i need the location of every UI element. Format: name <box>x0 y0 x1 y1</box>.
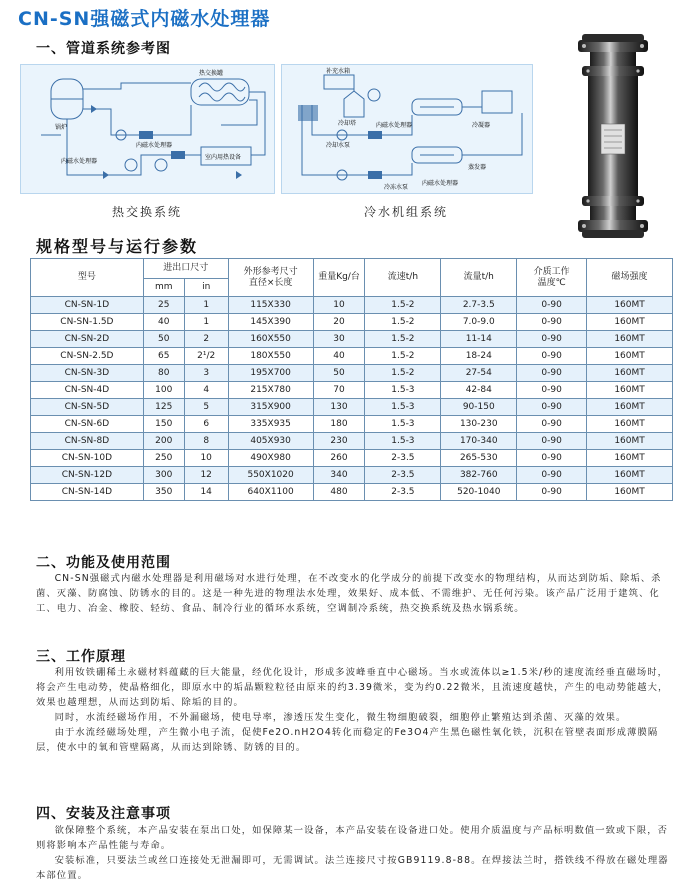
cell-temp: 0-90 <box>517 484 587 501</box>
cell-temp: 0-90 <box>517 433 587 450</box>
cell-mm: 40 <box>143 314 184 331</box>
cell-size: 180X550 <box>228 348 313 365</box>
cell-mm: 150 <box>143 416 184 433</box>
cell-model: CN-SN-14D <box>31 484 144 501</box>
cell-in: 14 <box>184 484 228 501</box>
cell-weight: 180 <box>313 416 365 433</box>
cell-flow: 42-84 <box>441 382 517 399</box>
cell-mm: 25 <box>143 297 184 314</box>
cell-in: 2¹/2 <box>184 348 228 365</box>
cell-weight: 230 <box>313 433 365 450</box>
cell-flow: 265-530 <box>441 450 517 467</box>
cell-weight: 20 <box>313 314 365 331</box>
header-field: 磁场强度 <box>587 259 673 297</box>
cell-temp: 0-90 <box>517 348 587 365</box>
install-paragraph-2: 安装标准，只要法兰或丝口连接处无泄漏即可，无需调试。法兰连接尺寸按GB9119.8-88。在焊接法兰时，搭铁线不得放在磁处理器本部位置。 <box>36 855 669 881</box>
cell-model: CN-SN-4D <box>31 382 144 399</box>
cell-in: 1 <box>184 297 228 314</box>
cell-field: 160MT <box>587 297 673 314</box>
label-condenser: 冷凝器 <box>472 122 491 129</box>
cell-model: CN-SN-10D <box>31 450 144 467</box>
label-indoor-equipment: 室内用热设备 <box>205 154 242 161</box>
cell-mm: 300 <box>143 467 184 484</box>
cell-flow: 7.0-9.0 <box>441 314 517 331</box>
cell-size: 195X700 <box>228 365 313 382</box>
header-temp: 介质工作 温度℃ <box>517 259 587 297</box>
cell-temp: 0-90 <box>517 365 587 382</box>
heat-exchange-schematic <box>21 65 274 193</box>
cell-model: CN-SN-6D <box>31 416 144 433</box>
label-heat-exchanger: 热交换罐 <box>199 70 224 77</box>
label-processor-2: 内磁水处理器 <box>61 158 98 165</box>
cell-in: 1 <box>184 314 228 331</box>
table-row <box>31 399 673 416</box>
cell-speed: 2-3.5 <box>365 467 441 484</box>
cell-weight: 340 <box>313 467 365 484</box>
cell-field: 160MT <box>587 416 673 433</box>
cell-size: 405X930 <box>228 433 313 450</box>
cell-in: 6 <box>184 416 228 433</box>
cell-flow: 170-340 <box>441 433 517 450</box>
cell-flow: 18-24 <box>441 348 517 365</box>
table-row <box>31 467 673 484</box>
label-cooling-tower: 冷却塔 <box>338 120 357 127</box>
cell-in: 4 <box>184 382 228 399</box>
cell-field: 160MT <box>587 450 673 467</box>
cell-in: 10 <box>184 450 228 467</box>
cell-field: 160MT <box>587 433 673 450</box>
heat-exchange-diagram <box>20 64 275 194</box>
spec-table-body <box>31 297 673 501</box>
chiller-diagram <box>281 64 533 194</box>
cell-model: CN-SN-8D <box>31 433 144 450</box>
cell-size: 160X550 <box>228 331 313 348</box>
cell-model: CN-SN-12D <box>31 467 144 484</box>
cell-model: CN-SN-1.5D <box>31 314 144 331</box>
cell-mm: 50 <box>143 331 184 348</box>
cell-mm: 80 <box>143 365 184 382</box>
table-row <box>31 331 673 348</box>
cell-temp: 0-90 <box>517 467 587 484</box>
cell-size: 215X780 <box>228 382 313 399</box>
table-row <box>31 416 673 433</box>
cell-size: 315X900 <box>228 399 313 416</box>
cell-flow: 130-230 <box>441 416 517 433</box>
label-cooling-pump: 冷却水泵 <box>326 142 351 149</box>
cell-field: 160MT <box>587 484 673 501</box>
header-flow: 流量t/h <box>441 259 517 297</box>
table-row <box>31 433 673 450</box>
page-title: CN-SN强磁式内磁水处理器 <box>18 8 271 30</box>
principle-paragraph-3: 由于水流经磁场处理，产生微小电子流，促使Fe2O.nH2O4转化而稳定的Fe3O4产生黑色磁性氧化铁，沉积在管壁表面形成薄膜隔层，使水中的氧和管壁隔离，从而达到除锈、防锈的目的。 <box>36 727 659 753</box>
label-processor-1: 内磁水处理器 <box>136 142 173 149</box>
cell-field: 160MT <box>587 382 673 399</box>
cell-speed: 1.5-2 <box>365 348 441 365</box>
cell-in: 2 <box>184 331 228 348</box>
magnetic-water-processor-icon <box>568 32 658 244</box>
table-row <box>31 348 673 365</box>
label-evaporator: 蒸发器 <box>468 164 487 171</box>
cell-mm: 350 <box>143 484 184 501</box>
cell-field: 160MT <box>587 365 673 382</box>
product-photo <box>568 32 658 244</box>
table-row <box>31 314 673 331</box>
function-paragraph: CN-SN强磁式内磁水处理器是利用磁场对水进行处理，在不改变水的化学成分的前提下改变水的物理结构，从而达到防垢、除垢、杀菌、灭藻、防腐蚀、防锈水的目的。这是一种先进的物理法水处理，效果好、成本低、不需维护、无任何污染。该产品广泛用于建筑、化工、电力、冶金、橡胶、轻纺、食品、制冷行业的循环水系统，空调制冷系统，热交换系统及热水锅系统。 <box>36 573 662 614</box>
cell-flow: 2.7-3.5 <box>441 297 517 314</box>
cell-flow: 27-54 <box>441 365 517 382</box>
label-chilled-pump: 冷冻水泵 <box>384 184 409 191</box>
cell-size: 145X390 <box>228 314 313 331</box>
cell-in: 8 <box>184 433 228 450</box>
cell-size: 115X330 <box>228 297 313 314</box>
cell-mm: 125 <box>143 399 184 416</box>
cell-speed: 2-3.5 <box>365 450 441 467</box>
cell-in: 3 <box>184 365 228 382</box>
cell-size: 550X1020 <box>228 467 313 484</box>
cell-weight: 50 <box>313 365 365 382</box>
cell-field: 160MT <box>587 467 673 484</box>
cell-flow: 11-14 <box>441 331 517 348</box>
table-row <box>31 365 673 382</box>
cell-temp: 0-90 <box>517 382 587 399</box>
cell-speed: 1.5-2 <box>365 331 441 348</box>
cell-mm: 200 <box>143 433 184 450</box>
cell-size: 335X935 <box>228 416 313 433</box>
cell-model: CN-SN-5D <box>31 399 144 416</box>
header-port: 进出口尺寸 <box>143 259 228 279</box>
cell-speed: 1.5-2 <box>365 365 441 382</box>
label-supply-tank: 补充水箱 <box>326 68 351 75</box>
function-text <box>36 571 676 616</box>
label-processor-3: 内磁水处理器 <box>376 122 413 129</box>
install-text <box>36 823 676 883</box>
chiller-schematic <box>282 65 532 193</box>
label-boiler: 锅炉 <box>55 124 68 131</box>
cell-mm: 65 <box>143 348 184 365</box>
header-model: 型号 <box>31 259 144 297</box>
supply-tank-shape <box>324 75 354 89</box>
principle-text <box>36 665 676 755</box>
cell-temp: 0-90 <box>517 416 587 433</box>
table-row <box>31 297 673 314</box>
cell-weight: 10 <box>313 297 365 314</box>
cell-field: 160MT <box>587 348 673 365</box>
header-weight: 重量Kg/台 <box>313 259 365 297</box>
table-row <box>31 382 673 399</box>
cell-in: 12 <box>184 467 228 484</box>
cell-temp: 0-90 <box>517 399 587 416</box>
cell-model: CN-SN-2D <box>31 331 144 348</box>
cell-weight: 40 <box>313 348 365 365</box>
cell-field: 160MT <box>587 331 673 348</box>
cell-weight: 130 <box>313 399 365 416</box>
principle-paragraph-1: 利用钕铁硼稀土永磁材料蕴藏的巨大能量，经优化设计，形成多波峰垂直中心磁场。当水或流体以≥1.5米/秒的速度流经垂直磁场时，将会产生电动势，使晶格细化，即原水中的垢晶颗粒粒径由原来的约3.39微米，变为约0.22微米，且流速度越快，产生的电动势能越大，效果也越理想，从而达到防垢、除垢的目的。 <box>36 667 669 708</box>
cell-flow: 520-1040 <box>441 484 517 501</box>
cell-speed: 1.5-3 <box>365 382 441 399</box>
cell-model: CN-SN-2.5D <box>31 348 144 365</box>
spec-table <box>30 258 673 501</box>
cell-weight: 70 <box>313 382 365 399</box>
header-size: 外形参考尺寸 直径×长度 <box>228 259 313 297</box>
install-paragraph-1: 欲保障整个系统，本产品安装在泵出口处，如保障某一设备，本产品安装在设备进口处。使用介质温度与产品标明数值一致或下限，否则将影响本产品性能与寿命。 <box>36 825 669 851</box>
header-in: in <box>184 279 228 297</box>
caption-chiller: 冷水机组系统 <box>364 205 449 219</box>
section-heading-install: 四、安装及注意事项 <box>36 806 171 822</box>
section-heading-principle: 三、工作原理 <box>36 649 126 665</box>
coil-shape <box>482 91 512 113</box>
cell-flow: 90-150 <box>441 399 517 416</box>
cell-speed: 2-3.5 <box>365 484 441 501</box>
cell-field: 160MT <box>587 314 673 331</box>
cell-temp: 0-90 <box>517 314 587 331</box>
cell-speed: 1.5-3 <box>365 433 441 450</box>
section-heading-function: 二、功能及使用范围 <box>36 555 171 571</box>
table-row <box>31 450 673 467</box>
cell-temp: 0-90 <box>517 331 587 348</box>
table-row <box>31 484 673 501</box>
cooling-tower-shape <box>344 91 364 117</box>
cell-speed: 1.5-2 <box>365 297 441 314</box>
cell-field: 160MT <box>587 399 673 416</box>
principle-paragraph-2: 同时，水流经磁场作用，不外漏磁场，使电导率，渗透压发生变化，微生物细胞破裂，细胞停止繁殖达到杀菌、灭藻的效果。 <box>54 712 627 723</box>
cell-speed: 1.5-3 <box>365 399 441 416</box>
header-speed: 流速t/h <box>365 259 441 297</box>
cell-flow: 382-760 <box>441 467 517 484</box>
section-heading-piping: 一、管道系统参考图 <box>36 41 171 57</box>
cell-size: 490X980 <box>228 450 313 467</box>
cell-weight: 30 <box>313 331 365 348</box>
cell-temp: 0-90 <box>517 450 587 467</box>
header-mm: mm <box>143 279 184 297</box>
label-processor-4: 内磁水处理器 <box>422 180 459 187</box>
cell-speed: 1.5-3 <box>365 416 441 433</box>
cell-weight: 480 <box>313 484 365 501</box>
cell-in: 5 <box>184 399 228 416</box>
cell-weight: 260 <box>313 450 365 467</box>
cell-mm: 250 <box>143 450 184 467</box>
cell-model: CN-SN-3D <box>31 365 144 382</box>
caption-heat-exchange: 热交换系统 <box>112 205 183 219</box>
cell-speed: 1.5-2 <box>365 314 441 331</box>
cell-mm: 100 <box>143 382 184 399</box>
cell-size: 640X1100 <box>228 484 313 501</box>
section-heading-spec: 规格型号与运行参数 <box>36 237 199 256</box>
cell-temp: 0-90 <box>517 297 587 314</box>
cell-model: CN-SN-1D <box>31 297 144 314</box>
